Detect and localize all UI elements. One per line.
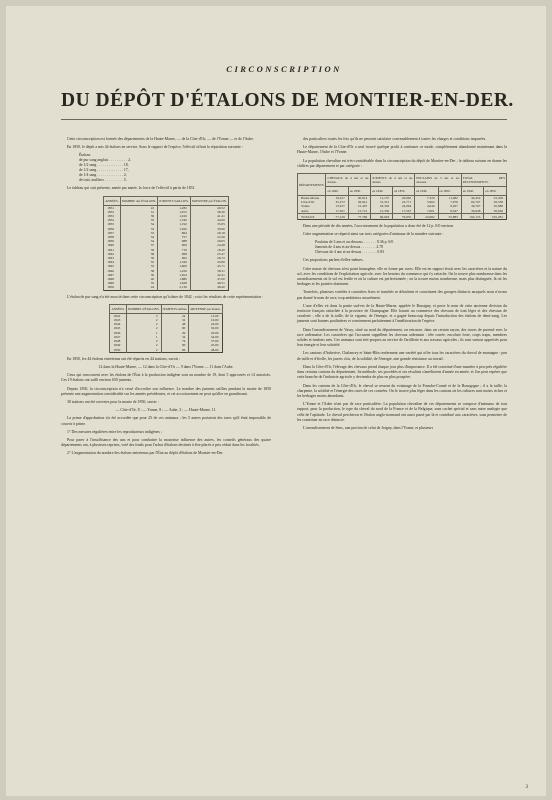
table-cell: 2 <box>126 318 161 322</box>
table-cell: 2 <box>126 343 161 347</box>
table-cell: 24,094 <box>393 204 415 208</box>
table-cell: 35 <box>120 260 158 264</box>
table-header: NOMBRE d'ÉTALONS. <box>126 304 161 313</box>
table-cell: 40.52 <box>190 205 228 210</box>
table-header: JUMENTS SAILLIES. <box>158 196 191 205</box>
table-cell: 35 <box>120 264 158 268</box>
table-cell: 79,935 <box>393 213 415 219</box>
table-cell: Aube <box>298 209 326 214</box>
table-cell: 1833 <box>104 214 120 218</box>
category-item: Poulains de 3 ans et au-dessous . . . . . . . 8.36 p. 0/0 <box>315 240 394 245</box>
page-number: 3 <box>525 785 528 790</box>
table-cell: 33 <box>120 231 158 235</box>
table-cell: 37.00 <box>189 339 222 343</box>
table-cell: 12.00 <box>189 313 222 318</box>
table-cell: 1844 <box>110 322 126 326</box>
table-cell: 1839 <box>104 239 120 243</box>
table-cell: 1,600 <box>158 264 191 268</box>
table-cell: 16,017 <box>326 196 348 201</box>
table-header-row <box>104 196 229 205</box>
breakdown-item: de 1/4 sang . . . . . . . . . . . . . . 2, <box>79 173 127 178</box>
table-cell: 18,330 <box>371 204 393 208</box>
table-cell: 52,459 <box>484 196 507 201</box>
table-header: NOMBRE des ÉTALONS. <box>120 196 158 205</box>
table-cell: 1844 <box>104 260 120 264</box>
table-cell: 7,601 <box>415 209 438 214</box>
table-row <box>104 285 229 290</box>
paragraph: Dans l'arrondissement de Vassy, situé au nord du département, on retrouve, dans un certain rayon, des traces de parenté avec la race ardennaise. Les caractères qui l'accusent rappellent les chevaux ardennais : tête carrée, encolure forte, corps trapu, membres solides et tendons nets. Ces animaux sont très-propres au service de l'artillerie et aux travaux agricoles ; ils sont surtout appréciés pour leur énergie et leur sobriété. <box>297 327 507 348</box>
table-cell: 34 <box>120 235 158 239</box>
population-table <box>297 173 507 220</box>
table-cell: 2 <box>126 322 161 326</box>
table-cell: 34 <box>120 239 158 243</box>
table-cell: 1838 <box>104 235 120 239</box>
paragraph: 2° L'augmentation du nombre des étalons entretenus par l'État au dépôt d'étalons de Montier-en-Der. <box>67 451 224 456</box>
table-cell: 1847 <box>104 273 120 277</box>
paragraph: Dans les cantons de la Côte-d'Or, le cheval se ressent du voisinage de la Franche-Comté et de la Bourgogne ; il a la taille, la charpente, la solidité et l'énergie des races de ces contrées. On le trouve plus léger dans les cantons où les cultures sont moins riches et les herbages moins abondants. <box>297 383 507 398</box>
table-header: MOYENNE par étalon. <box>189 304 222 313</box>
table-cell: 18.20 <box>190 248 228 252</box>
table-cell: 45.71 <box>190 264 228 268</box>
breakdown-item: de trait, mulliers . . . . . . . . . . 5. <box>79 178 127 183</box>
table-cell: 906 <box>158 243 191 247</box>
table-cell: 77,129 <box>326 213 348 219</box>
table-cell: 988 <box>158 239 191 243</box>
table-cell: 25.47 <box>190 252 228 256</box>
table-cell: 35 <box>120 218 158 222</box>
table-cell: 2 <box>126 348 161 353</box>
table-cell: 1842 <box>104 252 120 256</box>
paragraph: La prime d'approbation n'a été accordée que pour 25 de ces animaux ; les 5 autres portaient des tares qu'il était impossible de couvrir à prime. <box>61 416 271 426</box>
table-header: CHEVAUX de 4 ans et au-dessus. <box>326 174 371 187</box>
table-cell: 48 <box>161 322 189 326</box>
title-rule <box>61 119 507 120</box>
table-header: JUMENTS saillies. <box>161 304 189 313</box>
table-cell: 1,072 <box>158 210 191 214</box>
paragraph: En 1850, les 44 étalons entretenus ont été répartis en 44 stations, savoir : <box>67 356 181 361</box>
table-cell: 32 <box>161 318 189 322</box>
table-cell: 38.30 <box>190 210 228 214</box>
table-cell: 2 <box>126 339 161 343</box>
breakdown-label: Étalons <box>79 153 91 158</box>
table-cell: 29.05 <box>190 239 228 243</box>
table-cell: 15,407 <box>348 204 370 208</box>
paragraph: En 1850, le dépôt a mis 44 étalons en service. Sous le rapport de l'espèce, l'effectif offrait la répartition suivante : <box>67 145 243 150</box>
paragraph: — Côte-d'Or, 8 ; — Yonne, 8 ; — Aube, 3 ; — Haute-Marne, 11. <box>115 408 217 413</box>
paragraph: L'arrondissement de Sens, une portion de celui de Joigny, dans l'Yonne, et plusieurs <box>303 425 434 430</box>
table-cell: 39 <box>120 214 158 218</box>
table-header: en 1850. <box>484 187 507 196</box>
table-cell: 41.41 <box>190 214 228 218</box>
table-cell: 39 <box>120 273 158 277</box>
category-item: Chevaux de 4 ans et au-dessus . . . . . . . . 0.83 <box>315 250 385 255</box>
stallion-breakdown <box>79 153 271 183</box>
table-header: ANNÉES. <box>110 304 126 313</box>
table-cell: 20,065 <box>393 196 415 201</box>
table-cell: 29 <box>161 331 189 335</box>
table-cell: 1842 <box>110 313 126 318</box>
table-cell: 62,797 <box>461 200 484 204</box>
table-cell: 24.00 <box>189 322 222 326</box>
table-cell: 44 <box>120 285 158 290</box>
paragraph: Ces proportions parlent d'elles-mêmes. <box>303 258 364 263</box>
table-cell: 1,020 <box>158 227 191 231</box>
table-cell: 1840 <box>104 243 120 247</box>
table-cell: 1,880 <box>158 277 191 281</box>
table-cell: 36,636 <box>484 209 507 214</box>
table-cell: 26.18 <box>190 231 228 235</box>
table-header: en 1840. <box>326 187 348 196</box>
table-cell: 7,076 <box>438 200 461 204</box>
table-header: en 1840. <box>371 187 393 196</box>
table-cell: 40 <box>120 277 158 281</box>
table-cell: 1,456 <box>158 269 191 273</box>
table-cell: 1831 <box>104 205 120 210</box>
table-cell: 1 <box>126 335 161 339</box>
left-column <box>61 137 271 460</box>
table-cell: 20,914 <box>348 196 370 201</box>
table-cell: 22,771 <box>393 200 415 204</box>
table-cell: 35.05 <box>190 222 228 226</box>
breakdown-item: de 1/2 sang . . . . . . . . . . . . . . 18, <box>79 163 129 168</box>
paragraph: 12 dans la Haute-Marne, — 12 dans la Côte-d'Or — 9 dans l'Yonne — 11 dans l'Aube. <box>98 364 234 369</box>
table-cell: 1,616 <box>158 214 191 218</box>
page-title: DU DÉPÔT D'ÉTALONS DE MONTIER-EN-DER. <box>61 90 514 111</box>
table-cell: 16.00 <box>189 318 222 322</box>
table-cell: 1845 <box>104 264 120 268</box>
table-cell: 710 <box>158 248 191 252</box>
table-cell: 2 <box>126 326 161 330</box>
table-cell: 35 <box>120 281 158 285</box>
table-cell: 42.41 <box>190 273 228 277</box>
table-cell: 24 <box>161 313 189 318</box>
table-cell: 34 <box>120 222 158 226</box>
table-cell: 22.26 <box>190 235 228 239</box>
table-cell: 7,320 <box>415 196 438 201</box>
paragraph: Dans une période de dix années, l'accroissement de la population a donc été de 12 p. 0/0 environ. <box>303 224 455 229</box>
table-cell: 44.00 <box>190 218 228 222</box>
table-cell: 24,982 <box>415 213 438 219</box>
table-cell: 33 <box>120 227 158 231</box>
breakdown-item: de pur sang anglais . . . . . . . . . . 2, <box>79 158 131 163</box>
table-cell: 36,948 <box>461 209 484 214</box>
table-cell: 1849 <box>104 281 120 285</box>
table-cell: 1,654 <box>158 273 191 277</box>
table-cell: 30.00 <box>189 326 222 330</box>
table-header: en 1840. <box>415 187 438 196</box>
page-sheet <box>6 6 546 796</box>
table-cell: 1836 <box>104 227 120 231</box>
table-cell: 1843 <box>110 318 126 322</box>
table-cell: 46.51 <box>190 281 228 285</box>
table-cell: 29.00 <box>189 331 222 335</box>
table-cell: 195,281 <box>484 213 507 219</box>
table-cell: 48.00 <box>189 348 222 353</box>
paragraph: L'étalon de pur sang n'a été associé dans cette circonscription qu'à dater de 1842 ; voici les résultats de cette expérimentation : <box>67 294 264 299</box>
table-cell: 1 <box>126 331 161 335</box>
table-cell: 1847 <box>110 335 126 339</box>
table-cell: 77,766 <box>348 213 370 219</box>
paragraph: La population chevaline est très-considérable dans la circonscription du dépôt de Montier-en-Der ; le tableau suivant en donne les chiffres par département et par catégorie : <box>297 158 507 168</box>
paragraph: des particuliers toutes les fois qu'ils ne peuvent satisfaire convenablement à toutes les charges et conditions imposées. <box>303 137 487 141</box>
paragraph: L'une d'elles vit dans la partie sud-est de la Haute-Marne, appelée le Bassigny, et porte le nom de cette ancienne division du territoire français rattachée à la province de Champagne. Elle fournit au commerce des chevaux de trait léger et des chevaux de cavalerie ; elle a de la taille, de la vigueur, de l'énergie, et a gagné beaucoup depuis l'introduction des étalons de demi-sang. Les juments sont bonnes poulinières et conviennent parfaitement à l'amélioration de l'espèce. <box>297 303 507 324</box>
paragraph: Toutefois, plusieurs variétés à caractères fixes et tranchés se détachent et constituent des groupes distincts auxquels nous n'avons pas donné le nom de race, trop ambitieux assurément. <box>297 290 507 300</box>
table-cell: 50,089 <box>484 204 507 208</box>
table-cell: 192,135 <box>461 213 484 219</box>
table-cell: 9,207 <box>438 204 461 208</box>
table-cell: 36,767 <box>461 204 484 208</box>
table-cell: 1837 <box>104 231 120 235</box>
table-cell: 1845 <box>110 326 126 330</box>
paragraph: Dans la Côte-d'Or, l'élevage des chevaux prend chaque jour plus d'importance. Il a été constitué d'une manière à peu près régulière dans certains cantons du département. Sa méthode, ses procédés et ses résultats s'améliorent d'année en année, et l'on peut espérer que cette branche de l'industrie agricole y deviendra de plus en plus prospère. <box>297 364 507 380</box>
paragraph: 1° Des mesures régulières entre les reproducteurs indigènes ; <box>67 429 162 434</box>
table-cell: 1843 <box>104 256 120 260</box>
table-cell: 60 <box>161 326 189 330</box>
table-cell: 15,712 <box>348 209 370 214</box>
paragraph: Depuis 1850, la circonscription n'a cessé d'accroître son influence. Le nombre des juments saillies pendant la monte de 1850 présente une augmentation considérable sur les années précédentes, et cet accroissement ne peut qu'aller en grandissant. <box>61 386 271 396</box>
paragraph: Les cantons d'Auberive, Chalancey et Saint-Blin renferment une variété qui offre tous les caractères du cheval de montagne : peu de taille et d'étoffe, les jarrets clos, de la solidité, de l'énergie, une grande résistance au travail. <box>297 351 507 361</box>
table-header: en 1850. <box>438 187 461 196</box>
table-cell: 968 <box>158 252 191 256</box>
table-cell: 11,137 <box>371 196 393 201</box>
paragraph: Le tableau qui suit présente, année par année, la force de l'effectif à partir de 1831. <box>67 186 196 191</box>
table-cell: TOTAUX <box>298 213 326 219</box>
table-cell: 48.40 <box>190 285 228 290</box>
table-cell: 45.00 <box>189 343 222 347</box>
table-cell: 37 <box>120 243 158 247</box>
table-cell: 96 <box>161 348 189 353</box>
table-cell: 31,321 <box>371 200 393 204</box>
table-cell: 1835 <box>104 222 120 226</box>
table-header-row <box>110 304 222 313</box>
paragraph: 30 stations ont été ouvertes pour la monte de 1850, savoir : <box>67 399 159 404</box>
category-item: Juments de 4 ans et au-dessus . . . . . . . . 2.78 <box>315 245 384 250</box>
page-content <box>61 64 514 786</box>
table-cell: 4,040 <box>415 204 438 208</box>
table-cell: 11,482 <box>438 196 461 201</box>
table-row <box>110 348 222 353</box>
table-cell: 39 <box>120 248 158 252</box>
paragraph: Ceux qui concourent avec les étalons de l'État à la production indigène sont au nombre de 19, dont 5 approuvés et 14 autorisés. Ces 19 étalons ont sailli environ 650 juments. <box>61 373 271 383</box>
paragraph: Cette augmentation se répartit ainsi sur trois catégories d'animaux de la manière suivante : <box>303 232 444 237</box>
table-cell: 757 <box>158 235 191 239</box>
table-cell: 66,094 <box>371 213 393 219</box>
table-header: POULAINS de 3 ans et au-dessous. <box>415 174 462 187</box>
table-cell: 1849 <box>110 343 126 347</box>
right-column <box>297 137 507 434</box>
table-header: TOTAL DES RECENSEMENTS. <box>461 174 506 187</box>
table-header: en 1850. <box>348 187 370 196</box>
table-header: en 1850. <box>393 187 415 196</box>
table-cell: 1,526 <box>158 260 191 264</box>
paragraph: Cette circonscription est formée des départements de la Haute-Marne, — de la Côte-d'Or, — de l'Yonne — et de l'Aube. <box>67 137 254 141</box>
table-cell: 1841 <box>104 248 120 252</box>
table-cell: 26.72 <box>190 256 228 260</box>
thoroughbred-table <box>109 304 222 353</box>
paragraph: Pour parer à l'insuffisance des uns et pour combattre la mauvaise influence des autres, les conseils généraux des quatre départements ont, à plusieurs reprises, voté des fonds pour l'achat d'étalons destinés à être placés à prix réduit dans les localités. <box>61 437 271 448</box>
table-cell: 1,192 <box>158 222 191 226</box>
table-cell: 864 <box>158 231 191 235</box>
page-supertitle: CIRCONSCRIPTION <box>226 64 342 74</box>
table-cell: 22 <box>120 205 158 210</box>
table-header: DÉPARTEMENTS. <box>298 174 326 196</box>
breakdown-item: de 1/2 sang . . . . . . . . . . . . . . 17, <box>79 168 129 173</box>
table-cell: 15,336 <box>371 209 393 214</box>
table-cell: 1,628 <box>158 281 191 285</box>
table-header-row <box>298 174 507 187</box>
table-cell: 43.60 <box>190 260 228 264</box>
table-header: ANNÉES. <box>104 196 120 205</box>
table-cell: 74 <box>161 339 189 343</box>
table-total-row <box>298 213 507 219</box>
table-cell: 90 <box>161 343 189 347</box>
table-cell: 1848 <box>104 277 120 281</box>
stallions-by-year-table <box>103 196 229 291</box>
table-cell: Haute-Marne <box>298 196 326 201</box>
table-cell: 1,282 <box>158 205 191 210</box>
table-cell: 17,021 <box>326 209 348 214</box>
table-cell: 31 <box>120 210 158 214</box>
table-cell: 2,130 <box>158 285 191 290</box>
table-header: JUMENTS de 4 ans et au-dessus. <box>371 174 415 187</box>
table-cell: 30.90 <box>190 227 228 231</box>
table-cell: Yonne <box>298 204 326 208</box>
table-cell: 17,597 <box>393 209 415 214</box>
table-cell: Côte-d'Or <box>298 200 326 204</box>
table-cell: 36 <box>120 256 158 260</box>
table-cell: 38.31 <box>190 269 228 273</box>
paragraph: Le département de la Côte-d'Or a seul trouvé quelque profit à continuer ce mode, complètement abandonné maintenant dans la Haute-Marne, l'Aube et l'Yonne. <box>297 145 507 155</box>
table-cell: 13,917 <box>326 204 348 208</box>
table-cell: 38 <box>120 252 158 256</box>
table-cell: 35,272 <box>326 200 348 204</box>
table-cell: 38 <box>120 269 158 273</box>
table-cell: 44,454 <box>461 196 484 201</box>
table-header-row <box>298 187 507 196</box>
table-cell: 962 <box>158 256 191 260</box>
table-cell: 56,538 <box>484 200 507 204</box>
table-cell: 2 <box>126 313 161 318</box>
table-cell: 1850 <box>110 348 126 353</box>
table-header: MOYENNE par ÉTALON. <box>190 196 228 205</box>
table-cell: 1846 <box>110 331 126 335</box>
paragraph: Cette masse de chevaux n'est point homogène, elle se forme par races. Elle est en rapport étroit avec les caractères et la nature du sol, avec les conditions de l'exploitation agricole, avec les besoins du commerce qui s'y rattache. On la trouve plus nombreuse dans les arrondissements où le sol est fertile et où la culture est perfectionnée ; on la trouve moins nombreuse, mais plus distinguée, là où les herbages et les prairies dominent. <box>297 266 507 287</box>
table-cell: 1,540 <box>158 218 191 222</box>
table-header: en 1840. <box>461 187 484 196</box>
table-cell: 8,047 <box>438 209 461 214</box>
table-cell: 1834 <box>104 218 120 222</box>
breakdown-list <box>79 158 271 183</box>
table-cell: 1850 <box>104 285 120 290</box>
table-cell: 47.00 <box>190 277 228 281</box>
table-cell: 34.00 <box>189 335 222 339</box>
table-cell: 1846 <box>104 269 120 273</box>
table-cell: 1848 <box>110 339 126 343</box>
table-cell: 34 <box>161 335 189 339</box>
table-cell: 26,941 <box>348 200 370 204</box>
table-cell: 35,883 <box>438 213 461 219</box>
table-cell: 5,964 <box>415 200 438 204</box>
table-cell: 1832 <box>104 210 120 214</box>
paragraph: L'Yonne et l'Aube n'ont pas de race particulière. La population chevaline de ces départements se compose d'animaux de tout rapport, pour la production, le type du cheval du nord de la France et de la Belgique, sans cachet spécial et sans autre analogie que celle de l'aptitude. Le cheval percheron et l'étalon anglo-normand ont aussi passé par là et contribué aux caractères, sans permettre de les constituer en race distincte. <box>297 402 507 422</box>
table-cell: 24.48 <box>190 243 228 247</box>
category-list <box>315 240 507 255</box>
